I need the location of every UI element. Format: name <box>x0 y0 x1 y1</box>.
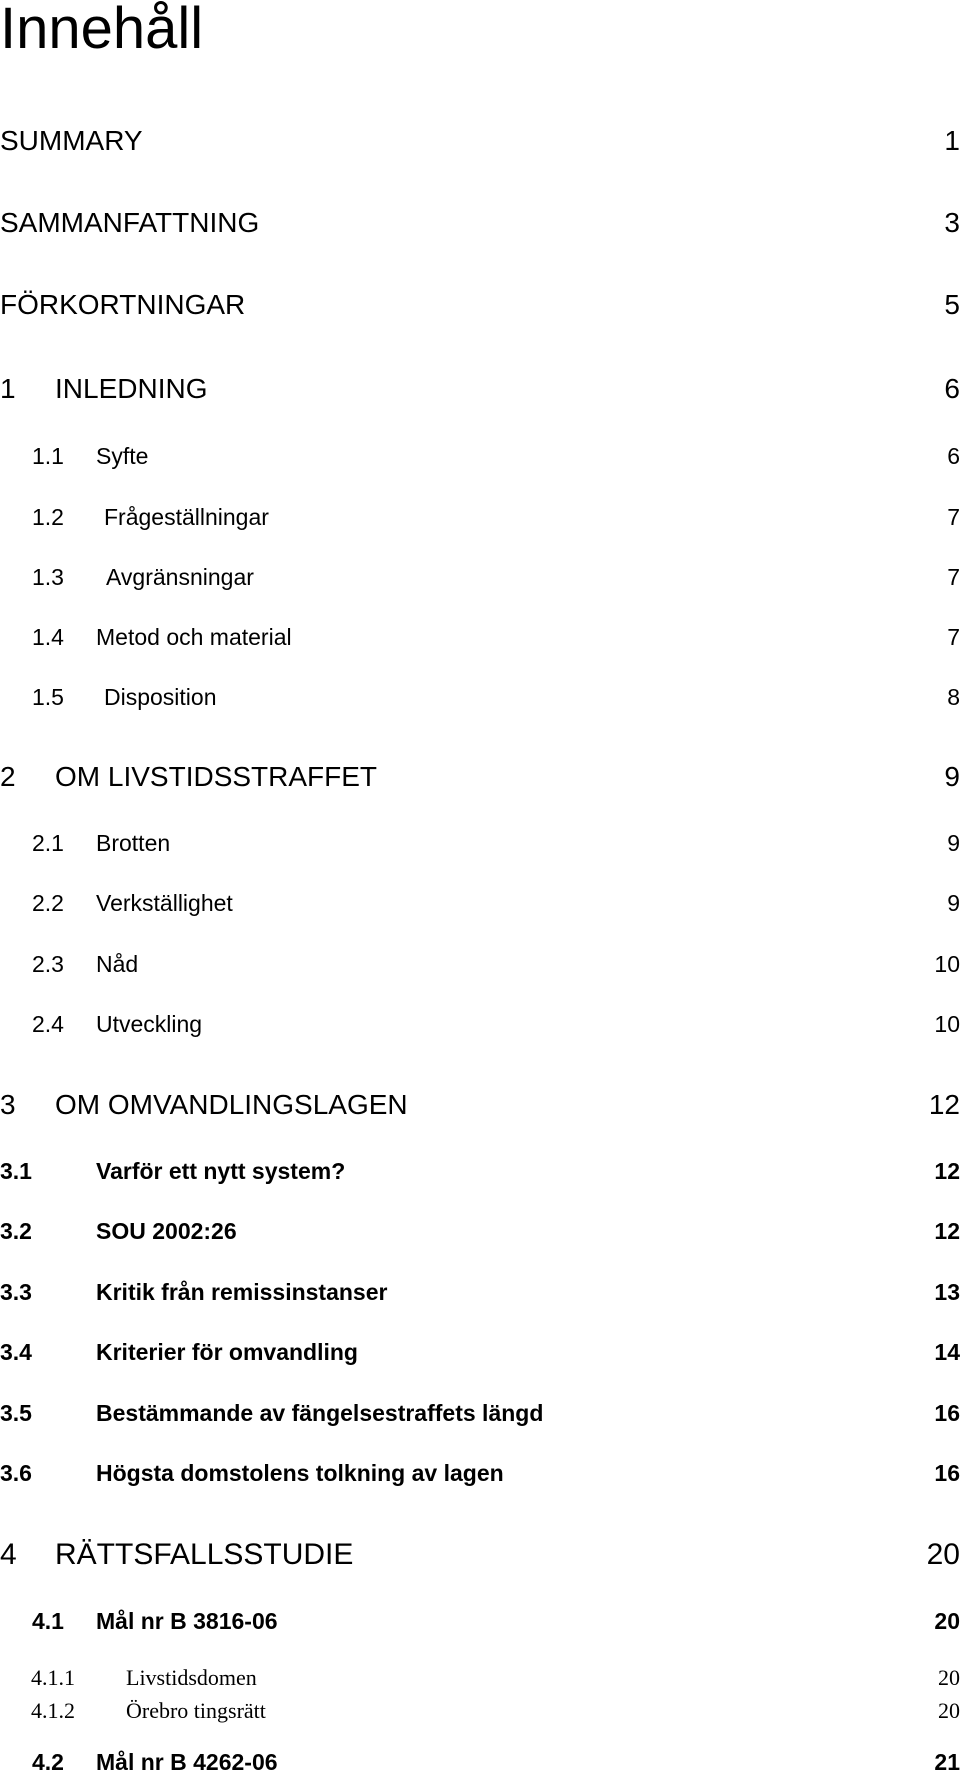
toc-entry-label: Avgränsningar <box>106 564 254 590</box>
toc-entry-page: 14 <box>934 1339 960 1365</box>
toc-entry-label: Disposition <box>104 684 217 710</box>
toc-entry-page: 20 <box>934 1608 960 1634</box>
toc-entry-label: Brotten <box>96 830 171 856</box>
toc-entry-page: 10 <box>934 1011 960 1037</box>
toc-entry-label: Kritik från remissinstanser <box>96 1279 388 1305</box>
toc-entry-page: 9 <box>944 761 960 792</box>
toc-entry-number: 2.1 <box>32 830 64 856</box>
toc-entry-label: Bestämmande av fängelsestraffets längd <box>96 1400 544 1426</box>
toc-entry-number: 4.1 <box>32 1608 64 1634</box>
toc-entry-label: Utveckling <box>96 1011 203 1037</box>
toc-entry-label: Örebro tingsrätt <box>126 1698 266 1723</box>
toc-entry-number: 1.4 <box>32 624 64 650</box>
toc-entry-page: 9 <box>947 890 960 916</box>
toc-entry-label: Metod och material <box>96 624 292 650</box>
toc-entry-page: 3 <box>944 207 960 238</box>
toc-entry-label: Syfte <box>96 443 149 469</box>
toc-entry-page: 7 <box>947 564 960 590</box>
toc-entry-label: FÖRKORTNINGAR <box>0 289 246 320</box>
toc-entry-page: 16 <box>934 1400 960 1426</box>
toc-entry-number: 4.1.2 <box>31 1698 75 1723</box>
toc-entry-label: OM OMVANDLINGSLAGEN <box>55 1089 408 1120</box>
toc-entry-page: 21 <box>934 1749 960 1775</box>
toc-entry-page: 12 <box>934 1218 960 1244</box>
toc-entry-number: 1 <box>0 373 16 404</box>
toc-entry-page: 12 <box>928 1089 960 1120</box>
toc-entry-label: Kriterier för omvandling <box>96 1339 358 1365</box>
toc-entry-number: 2.2 <box>32 890 64 916</box>
toc-entry-page: 7 <box>947 624 960 650</box>
toc-entry-number: 4.1.1 <box>31 1665 75 1690</box>
toc-entry-number: 3 <box>0 1089 16 1120</box>
toc-entry-label: RÄTTSFALLSSTUDIE <box>55 1538 354 1571</box>
toc-entry-label: Mål nr B 4262-06 <box>96 1749 278 1775</box>
toc-entry-page: 20 <box>938 1665 960 1690</box>
toc-entry-number: 3.6 <box>0 1460 32 1486</box>
toc-entry-number: 2 <box>0 761 16 792</box>
toc-entry-number: 4.2 <box>32 1749 64 1775</box>
toc-entry-label: Varför ett nytt system? <box>96 1158 346 1184</box>
toc-entry-label: SOU 2002:26 <box>96 1218 237 1244</box>
toc-entry-number: 1.2 <box>32 504 64 530</box>
toc-entry-page: 16 <box>934 1460 960 1486</box>
toc-entry-label: Nåd <box>96 951 139 977</box>
toc-entry-label: OM LIVSTIDSSTRAFFET <box>55 761 378 792</box>
toc-entry-page: 7 <box>947 504 960 530</box>
toc-entry-number: 3.3 <box>0 1279 32 1305</box>
toc-entry-page: 9 <box>947 830 960 856</box>
toc-entry-number: 4 <box>0 1538 17 1571</box>
toc-entry-label: Livstidsdomen <box>126 1665 257 1690</box>
toc-entry-number: 3.4 <box>0 1339 32 1365</box>
toc-entry-number: 2.4 <box>32 1011 64 1037</box>
toc-entry-number: 1.1 <box>32 443 64 469</box>
toc-entry-page: 1 <box>944 125 960 156</box>
toc-entry-page: 5 <box>944 289 960 320</box>
toc-entry-label: INLEDNING <box>55 373 208 404</box>
toc-entry-number: 2.3 <box>32 951 64 977</box>
toc-entry-label: SAMMANFATTNING <box>0 207 260 238</box>
toc-entry-page: 12 <box>934 1158 960 1184</box>
toc-entry-number: 3.1 <box>0 1158 32 1184</box>
page-title: Innehåll <box>0 0 204 61</box>
toc-entry-page: 6 <box>947 443 960 469</box>
toc-entry-page: 6 <box>944 373 960 404</box>
toc-entry-number: 1.3 <box>32 564 64 590</box>
toc-entry-page: 8 <box>947 684 960 710</box>
toc-entry-label: SUMMARY <box>0 125 143 156</box>
toc-entry-number: 3.2 <box>0 1218 32 1244</box>
toc-entry-page: 10 <box>934 951 960 977</box>
toc-entry-number: 3.5 <box>0 1400 32 1426</box>
toc-entry-page: 20 <box>926 1538 960 1571</box>
toc-entry-label: Mål nr B 3816-06 <box>96 1608 278 1634</box>
toc-entry-page: 13 <box>934 1279 960 1305</box>
toc-entry-label: Frågeställningar <box>104 504 269 530</box>
toc-entry-label: Högsta domstolens tolkning av lagen <box>96 1460 504 1486</box>
toc-entry-label: Verkställighet <box>96 890 233 916</box>
toc-entry-number: 1.5 <box>32 684 64 710</box>
toc-entry-page: 20 <box>938 1698 960 1723</box>
